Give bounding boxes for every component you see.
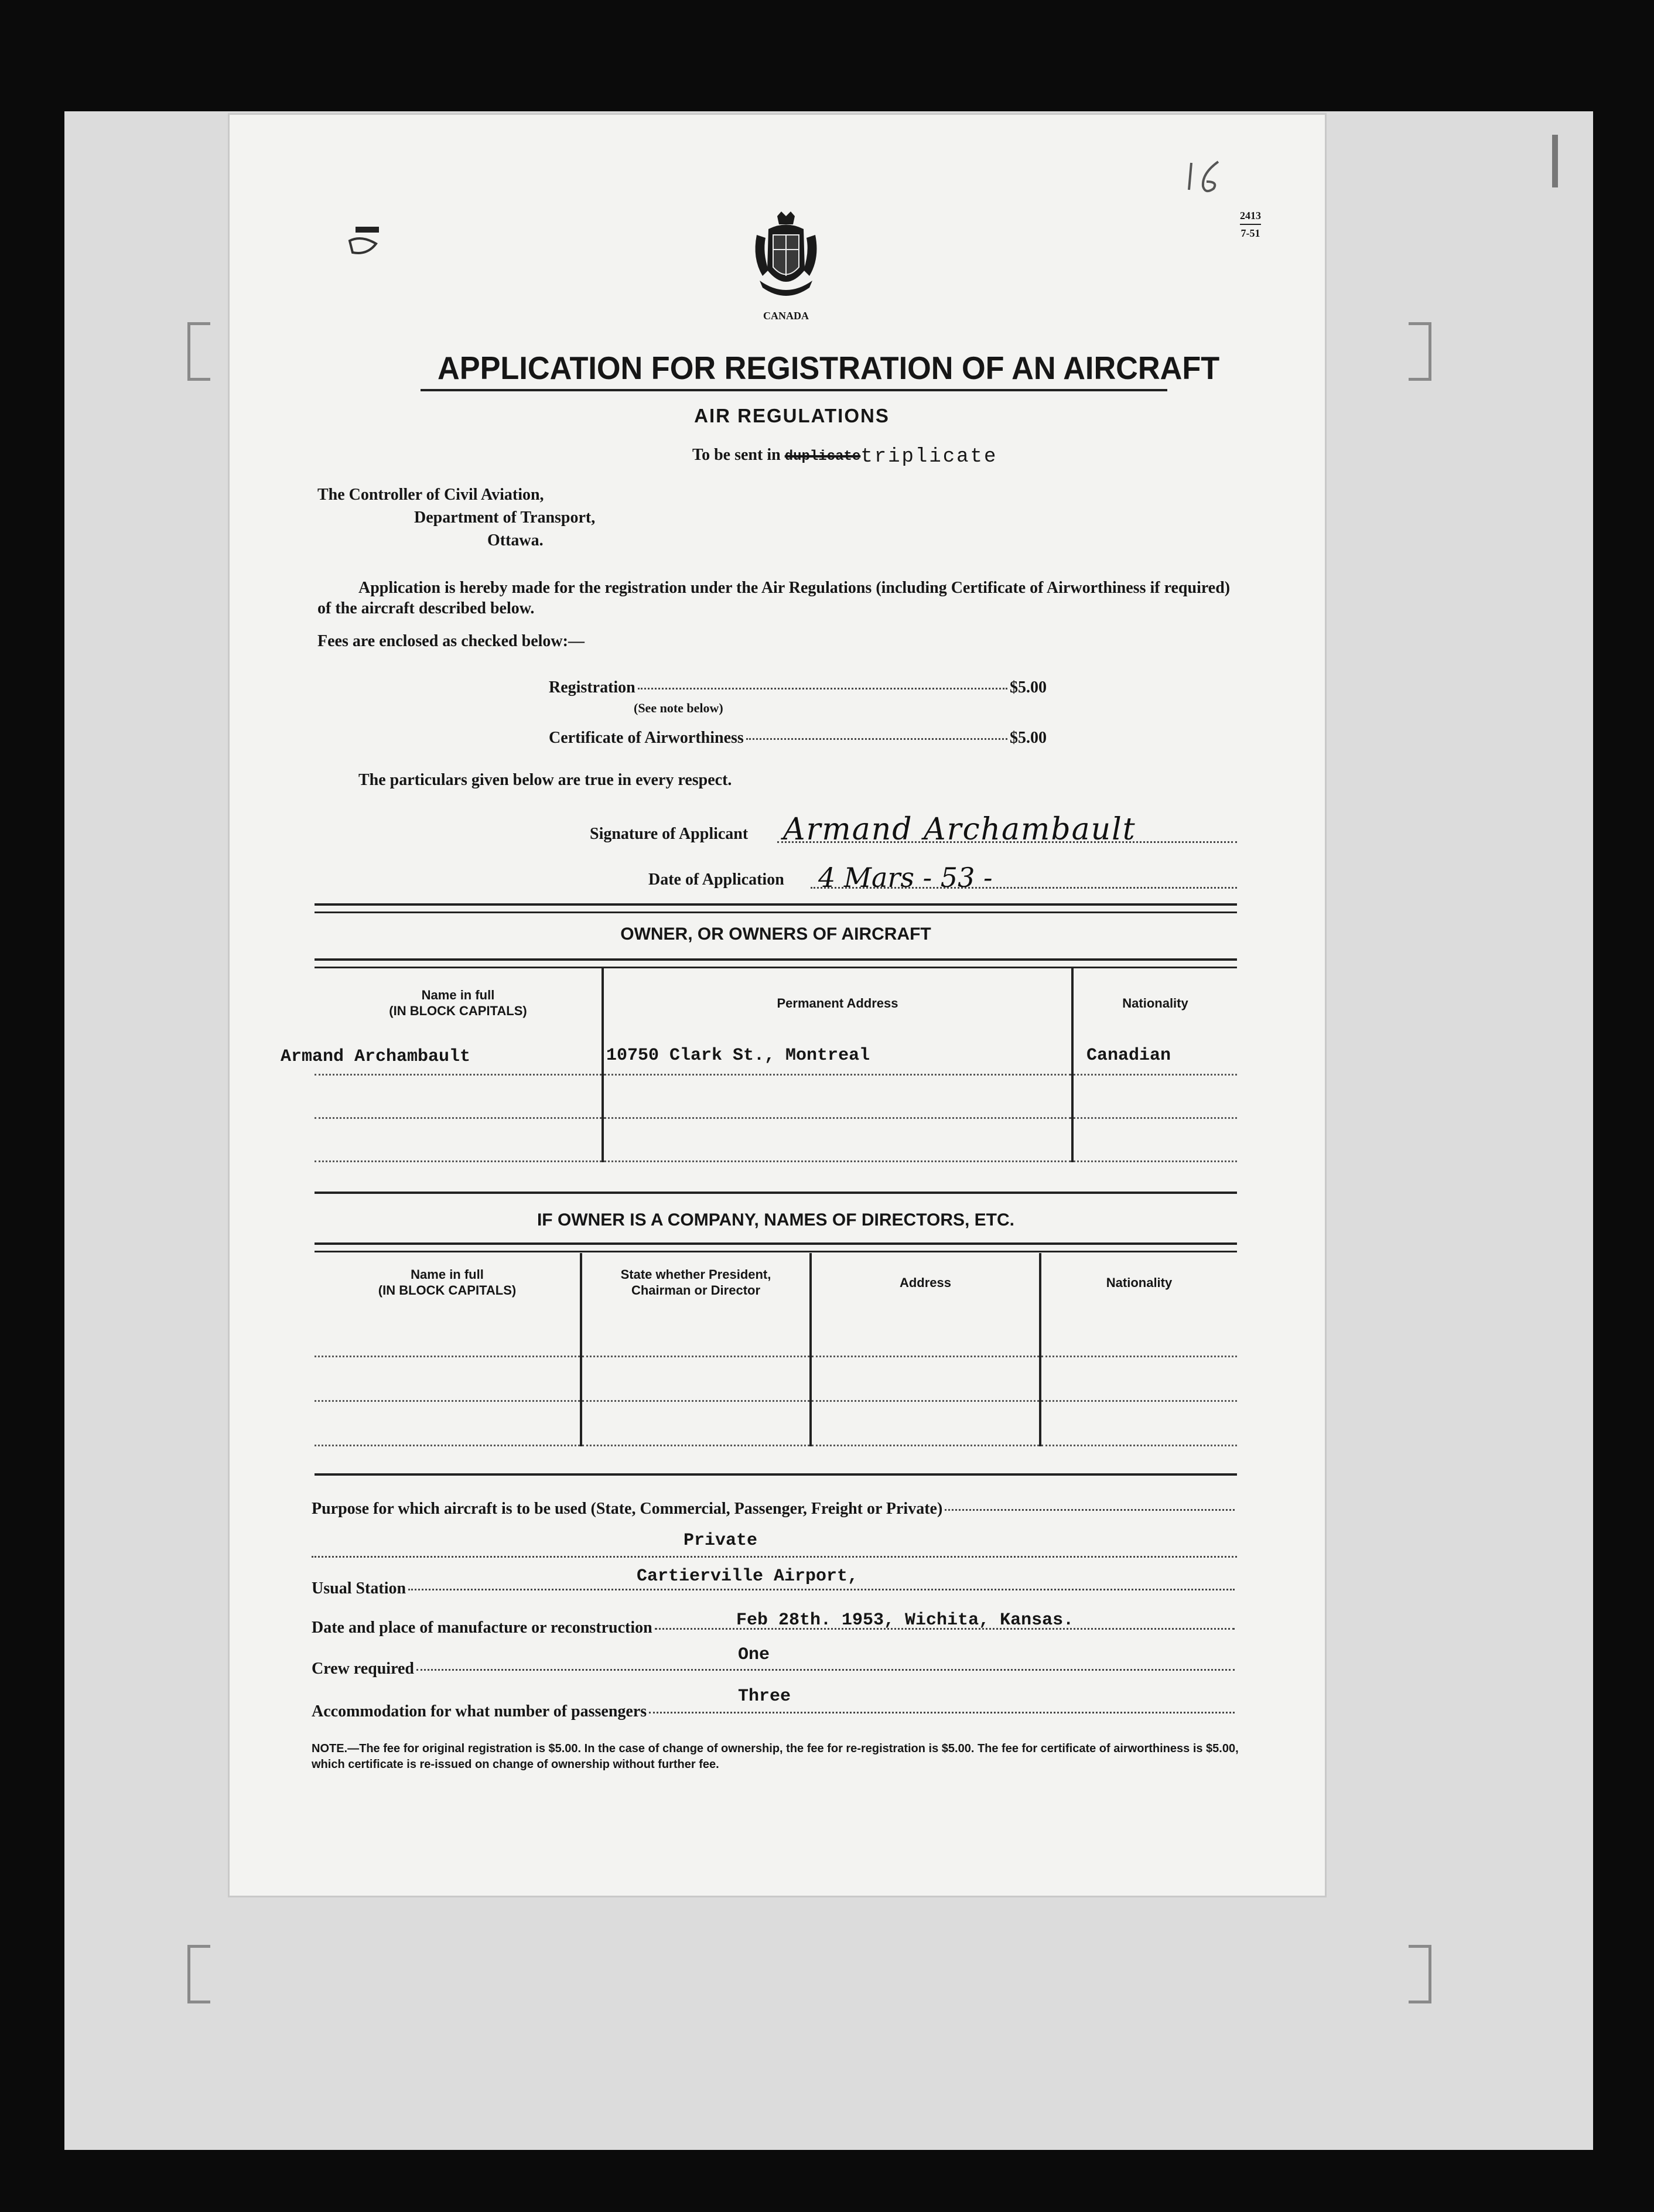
purpose-line-2 — [312, 1556, 1237, 1558]
fee-see-note: (See note below) — [634, 701, 723, 715]
table-row — [315, 1118, 1237, 1161]
fee-airworthiness: Certificate of Airworthiness $5.00 — [549, 729, 1047, 747]
owner-nationality: Canadian — [1086, 1046, 1171, 1066]
title-underline — [421, 389, 1167, 391]
company-header-nationality: Nationality — [1040, 1253, 1237, 1312]
crop-mark-top-left — [187, 322, 210, 381]
owners-header-address: Permanent Address — [603, 968, 1072, 1038]
form-number: 2413 7-51 — [1240, 207, 1261, 241]
fee-note: NOTE.—The fee for original registration is $5.00. In the case of change of ownership, the fee for re-registration is $5.00. The fee for certificate of airworthiness is $5.00, which certificate is re-issued on change of ownership without further fee. — [312, 1742, 1239, 1771]
company-table-bottom-rule — [315, 1473, 1237, 1478]
crew-field: Crew required — [312, 1660, 1237, 1678]
addressee-line-2: Department of Transport, — [414, 508, 596, 527]
particulars-statement: The particulars given below are true in every respect. — [358, 771, 732, 789]
form-subtitle: AIR REGULATIONS — [694, 405, 890, 426]
handwritten-folio — [1184, 156, 1231, 197]
form-title: APPLICATION FOR REGISTRATION OF AN AIRCRAFT — [438, 350, 1220, 386]
company-table — [315, 1253, 1237, 1446]
manufacture-field: Date and place of manufacture or reconstruction — [312, 1619, 1237, 1637]
coat-of-arms-icon — [751, 211, 821, 305]
owners-header-name: Name in full (IN BLOCK CAPITALS) — [389, 988, 527, 1018]
owners-table-bottom-rule — [315, 1192, 1237, 1196]
crest-label: CANADA — [763, 310, 809, 322]
company-section-title: IF OWNER IS A COMPANY, NAMES OF DIRECTORS, ETC. — [536, 1210, 1015, 1230]
owners-header-nationality: Nationality — [1072, 968, 1237, 1038]
date-value: 4 Mars - 53 - — [818, 862, 993, 893]
passengers-field: Accommodation for what number of passengers — [312, 1702, 1237, 1721]
typed-copies: triplicate — [860, 446, 998, 468]
owners-table-top-rule — [315, 958, 1237, 968]
crop-mark-bottom-left — [187, 1945, 210, 2003]
manufacture-value: Feb 28th. 1953, Wichita, Kansas. — [736, 1610, 1074, 1630]
owner-name: Armand Archambault — [281, 1046, 471, 1067]
edge-mark — [1552, 135, 1558, 187]
purpose-value: Private — [684, 1531, 758, 1551]
table-row — [315, 1312, 1237, 1356]
signature-value: Armand Archambault — [783, 812, 1136, 847]
crop-mark-top-right — [1409, 322, 1431, 381]
form-sheet — [230, 115, 1325, 1896]
owners-section-title: OWNER, OR OWNERS OF AIRCRAFT — [620, 924, 931, 944]
purpose-field: Purpose for which aircraft is to be used (State, Commercial, Passenger, Freight or Private) — [312, 1500, 1237, 1518]
usual-station-field: Usual Station — [312, 1579, 1237, 1598]
fees-heading: Fees are enclosed as checked below:— — [317, 632, 585, 650]
addressee-line-3: Ottawa. — [487, 531, 544, 549]
crop-mark-bottom-right — [1409, 1945, 1431, 2003]
company-table-top-rule — [315, 1242, 1237, 1252]
owners-table — [281, 968, 1237, 1162]
date-label: Date of Application — [648, 871, 784, 889]
passengers-value: Three — [738, 1687, 791, 1706]
table-row — [315, 1074, 1237, 1118]
owner-address: 10750 Clark St., Montreal — [606, 1046, 870, 1066]
usual-station-value: Cartierville Airport, — [637, 1566, 859, 1586]
table-row — [315, 1038, 1237, 1074]
signature-label: Signature of Applicant — [590, 825, 749, 843]
company-header-name: Name in full (IN BLOCK CAPITALS) — [378, 1267, 517, 1298]
application-paragraph: Application is hereby made for the registration under the Air Regulations (including Certificate of Airworthiness if required) of the aircraft described below. — [317, 579, 1231, 617]
table-row — [315, 1356, 1237, 1401]
company-header-address: Address — [811, 1253, 1040, 1312]
table-row — [315, 1401, 1237, 1445]
company-header-role: State whether President, Chairman or Director — [581, 1253, 811, 1312]
fee-registration: Registration $5.00 — [549, 678, 1047, 697]
crew-value: One — [738, 1645, 770, 1665]
stamp-mark-icon — [344, 223, 385, 264]
copies-instruction: To be sent in duplicate triplicate — [692, 446, 998, 468]
struck-copies: duplicate — [784, 449, 861, 465]
section-divider — [315, 903, 1237, 913]
addressee-line-1: The Controller of Civil Aviation, — [317, 486, 544, 504]
